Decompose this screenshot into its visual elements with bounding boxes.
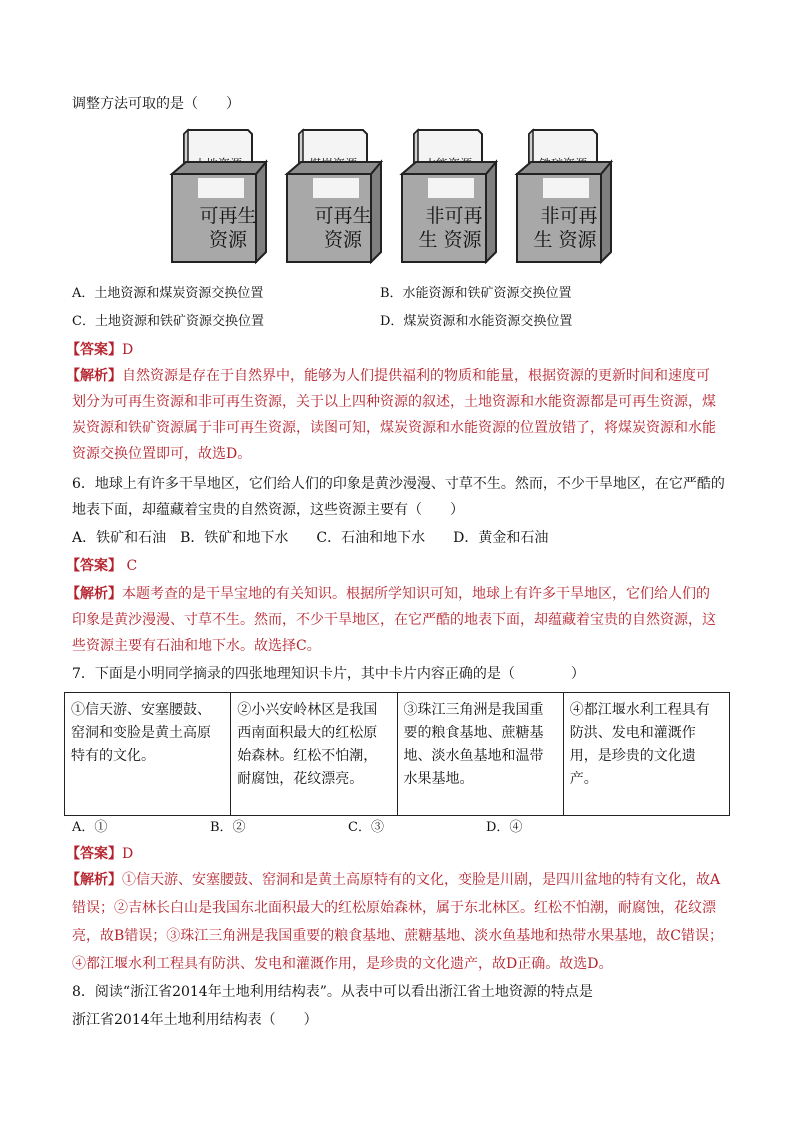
q7-analysis-line-1 [66,870,720,890]
q6-analysis-line-2: 印象是黄沙漫漫、寸草不生。然而，不少干旱地区，在它严酷的地表下面，却蕴藏着宝贵的自然资源，这 [72,612,716,628]
q7-option-c: C．③ [348,820,384,835]
card-cell-2: ②小兴安岭林区是我国西南面积最大的红松原始森林。红松不怕潮，耐腐蚀，花纹漂亮。 [231,693,397,816]
resource-box-3 [398,126,500,266]
answer-value: C [122,558,138,574]
box-label-line1: 可再生 [314,205,372,227]
q7-analysis-line-2: 错误；②吉林长白山是我国东北面积最大的红松原始森林，属于东北林区。红松不怕潮，耐腐蚀，花纹漂 [72,900,716,916]
q7-option-b: B．② [210,820,246,835]
q6-stem-line-1: 6．地球上有许多干旱地区，它们给人们的印象是黄沙漫漫、寸草不生。然而，不少干旱地区，在它严酷的 [72,476,725,492]
box-label-line1: 非可再 [425,205,483,227]
q5-option-c: C．土地资源和铁矿资源交换位置 [72,314,264,329]
analysis-tag: 【解析】 [66,586,122,602]
q6-analysis-line-1 [66,584,710,604]
card-cell-4: ④都江堰水利工程具有防洪、发电和灌溉作用，是珍贵的文化遗产。 [563,693,729,816]
q5-analysis-line-2: 划分为可再生资源和非可再生资源，关于以上四种资源的叙述，土地资源和水能资源都是可再生资源，煤 [72,394,716,410]
q5-option-b: B．水能资源和铁矿资源交换位置 [380,286,572,301]
box-label-line1: 可再生 [199,205,257,227]
answer-tag: 【答案】 [66,846,122,862]
knowledge-cards-table [64,692,730,816]
table-row [65,693,730,816]
box-label-line2: 生 资源 [533,229,597,251]
resource-box-1 [168,126,270,266]
answer-value: D [122,846,134,862]
box-label-line1: 非可再 [540,205,598,227]
q7-option-d: D．④ [486,820,523,835]
q6-stem-line-2: 地表下面，却蕴藏着宝贵的自然资源，这些资源主要有（ ） [72,502,464,518]
box-label-line2: 资源 [208,229,248,251]
card-cell-1: ①信天游、安塞腰鼓、窑洞和变脸是黄土高原特有的文化。 [65,693,231,816]
q5-option-a: A．土地资源和煤炭资源交换位置 [72,286,264,301]
answer-value: D [122,342,134,358]
answer-tag: 【答案】 [66,558,122,574]
analysis-text: 本题考查的是干旱宝地的有关知识。根据所学知识可知，地球上有许多干旱地区，它们给人们的 [122,586,710,602]
q7-option-a: A．① [72,820,108,835]
answer-tag: 【答案】 [66,342,122,358]
q5-analysis-line-1 [66,366,710,386]
analysis-tag: 【解析】 [66,368,122,384]
q7-analysis-line-3: 亮，故B错误；③珠江三角洲是我国重要的粮食基地、蔗糖基地、淡水鱼基地和热带水果基地，故C错误； [72,928,723,944]
q8-stem: 8．阅读“浙江省2014年土地利用结构表”。从表中可以看出浙江省土地资源的特点是 [72,984,593,1000]
q5-analysis-line-3: 炭资源和铁矿资源属于非可再生资源，读图可知，煤炭资源和水能资源的位置放错了，将煤炭资源和水能 [72,420,716,436]
box-label-line2: 生 资源 [418,229,482,251]
q5-option-d: D．煤炭资源和水能资源交换位置 [380,314,573,329]
q5-answer [66,340,133,360]
q7-answer [66,844,133,864]
resource-box-4 [513,126,615,266]
q6-options: A．铁矿和石油 B．铁矿和地下水 C．石油和地下水 D．黄金和石油 [72,530,549,546]
q5-analysis-line-4: 资源交换位置即可，故选D。 [72,446,252,462]
q5-stem: 调整方法可取的是（ ） [72,96,240,112]
box-label-line2: 资源 [323,229,363,251]
analysis-text: ①信天游、安塞腰鼓、窑洞和是黄土高原特有的文化，变脸是川剧，是四川盆地的特有文化，故A [122,872,721,888]
q6-analysis-line-3: 些资源主要有石油和地下水。故选择C。 [72,638,321,654]
analysis-text: 自然资源是存在于自然界中，能够为人们提供福利的物质和能量，根据资源的更新时间和速度可 [122,368,710,384]
q8-table-title: 浙江省2014年土地利用结构表（ ） [72,1012,318,1028]
resource-box-2 [283,126,385,266]
resource-boxes-figure [168,126,628,272]
q7-analysis-line-4: ④都江堰水利工程具有防洪、发电和灌溉作用，是珍贵的文化遗产，故D正确。故选D。 [72,956,613,972]
analysis-tag: 【解析】 [66,872,122,888]
q6-answer [66,556,137,576]
q7-stem: 7．下面是小明同学摘录的四张地理知识卡片，其中卡片内容正确的是（ ） [72,666,585,682]
card-cell-3: ③珠江三角洲是我国重要的粮食基地、蔗糖基地、淡水鱼基地和温带水果基地。 [397,693,563,816]
